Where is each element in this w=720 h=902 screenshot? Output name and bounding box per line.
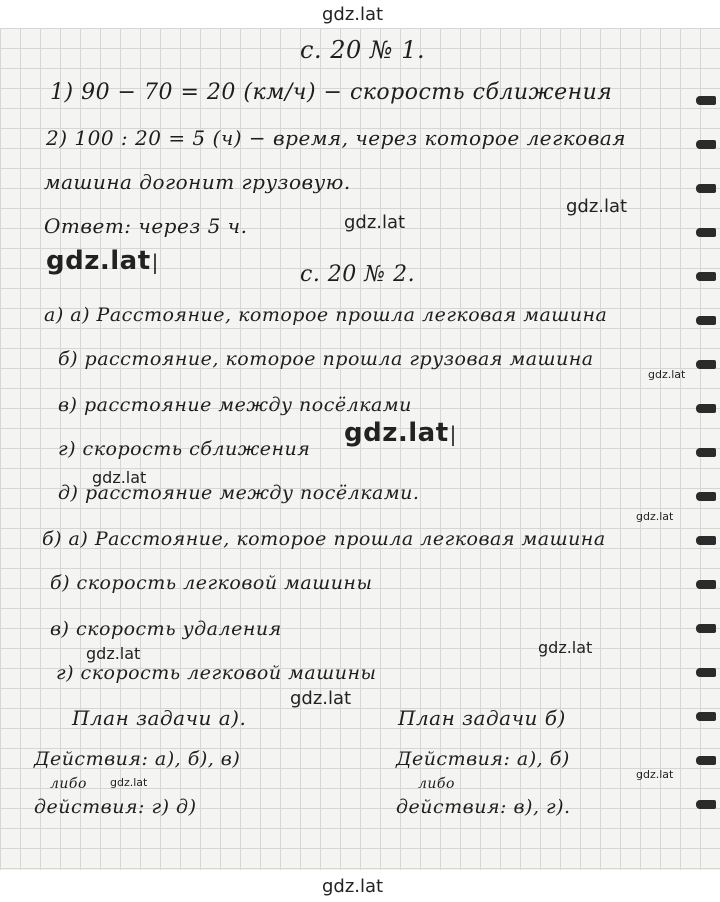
ring [696,624,716,633]
task2-a-a: а) а) Расстояние, которое прошла легковая машина [44,304,608,326]
task2-b-a: б) а) Расстояние, которое прошла легковая машина [42,528,606,550]
task1-line2: 2) 100 : 20 = 5 (ч) − время, через которое легковая [46,126,627,150]
ring [696,184,716,193]
task1-line1: 1) 90 − 70 = 20 (км/ч) − скорость сближения [50,80,613,105]
plan-a-or: либо [50,776,87,792]
watermark-small-left-1: gdz.lat [92,468,147,487]
plan-a-title: План задачи а). [72,706,247,730]
watermark-small-right-2: gdz.lat [636,510,674,523]
watermark-big-center: gdz.lat | [344,418,457,448]
ring [696,800,716,809]
watermark-big-left: gdz.lat | [46,246,159,276]
ring [696,580,716,589]
ring [696,448,716,457]
task1-answer: Ответ: через 5 ч. [44,214,248,238]
task2-a-b: б) расстояние, которое прошла грузовая машина [58,348,594,370]
plan-a-actions2: действия: г) д) [34,796,197,818]
task2-b-b: б) скорость легковой машины [50,572,373,594]
ring [696,404,716,413]
watermark-top: gdz.lat [322,4,384,25]
ring [696,668,716,677]
task2-a-v: в) расстояние между посёлками [58,394,412,416]
watermark-bottom: gdz.lat [322,876,384,897]
task2-b-v: в) скорость удаления [50,618,282,640]
ring [696,756,716,765]
ring [696,228,716,237]
watermark-small-right-1: gdz.lat [648,368,686,381]
ring [696,272,716,281]
watermark-small-center: gdz.lat [538,638,593,657]
plan-b-or: либо [418,776,455,792]
ring [696,492,716,501]
task1-line3: машина догонит грузовую. [44,170,351,194]
task2-a-d: д) расстояние между посёлками. [58,482,420,504]
ring [696,96,716,105]
notebook-page [0,28,720,870]
task2-heading: с. 20 № 2. [300,262,416,287]
plan-b-actions2: действия: в), г). [396,796,571,818]
watermark-small-center-2: gdz.lat [290,688,352,709]
task1-heading: с. 20 № 1. [300,36,426,64]
ring [696,360,716,369]
task2-a-g: г) скорость сближения [58,438,311,460]
watermark-mid-right: gdz.lat [566,196,628,217]
ring [696,712,716,721]
spiral-binding [694,68,716,868]
watermark-small-right-3: gdz.lat [636,768,674,781]
plan-b-actions: Действия: а), б) [396,748,570,770]
watermark-mid-center: gdz.lat [344,212,406,233]
plan-a-actions: Действия: а), б), в) [34,748,241,770]
watermark-tiny-left: gdz.lat [110,776,148,789]
ring [696,536,716,545]
ring [696,140,716,149]
task2-b-g: г) скорость легковой машины [56,662,377,684]
ring [696,316,716,325]
watermark-small-left-2: gdz.lat [86,644,141,663]
plan-b-title: План задачи б) [398,706,566,730]
